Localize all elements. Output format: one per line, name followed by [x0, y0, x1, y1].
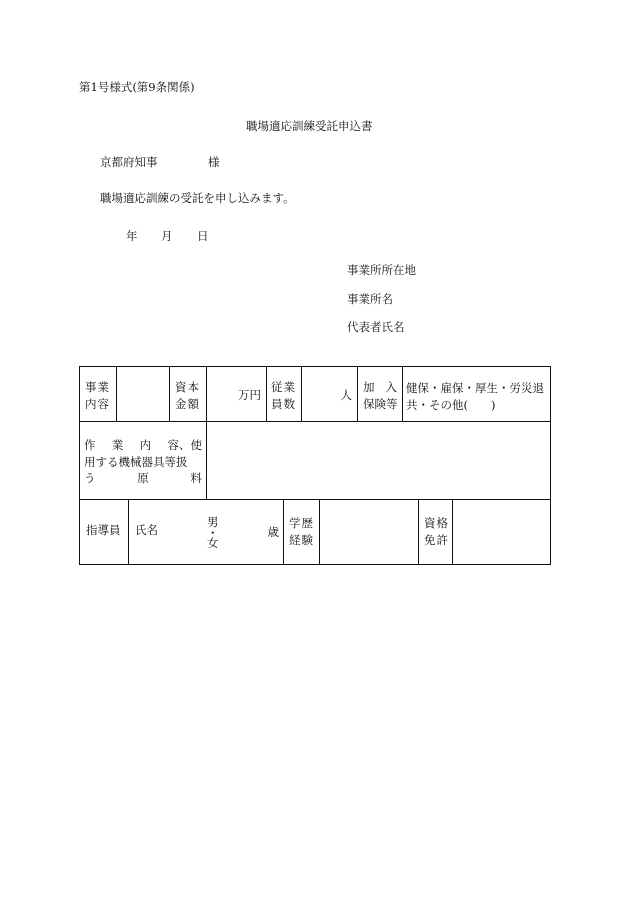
- education-label-line2: 経験: [289, 532, 314, 547]
- application-table: [79, 366, 551, 565]
- date-day-label: 日: [197, 229, 209, 243]
- business-content-label: [80, 367, 117, 421]
- work-label-c5: 用する機械器具等扱: [84, 454, 188, 469]
- representative-name-label: 代表者氏名: [347, 320, 405, 334]
- insurance-options-line1: 健保・雇保・厚生・労災退: [406, 381, 544, 395]
- work-label-c6: う: [84, 471, 96, 486]
- employees-field[interactable]: [302, 367, 358, 421]
- work-label-c8: 料: [190, 471, 202, 486]
- insurance-options-line2: 共・その他( ): [406, 398, 496, 413]
- sex-options[interactable]: [207, 516, 219, 549]
- insurance-options[interactable]: [403, 367, 550, 421]
- date-month-label: 月: [161, 229, 173, 243]
- employees-label-line1: 従業: [271, 380, 296, 394]
- capital-label-line2: 金額: [175, 396, 200, 411]
- date-year-label: 年: [126, 229, 138, 243]
- table-row-instructor: [80, 500, 550, 564]
- name-label: 氏名: [135, 523, 158, 537]
- work-label-c4: 容、使: [167, 438, 202, 452]
- work-label-c1: 作: [84, 438, 96, 452]
- instructor-label: [80, 500, 129, 564]
- sex-female: 女: [207, 535, 219, 550]
- work-label-line1: [84, 437, 202, 454]
- business-label-line1: 事業: [85, 380, 110, 394]
- employees-label: [267, 367, 302, 421]
- work-content-field[interactable]: [207, 422, 550, 499]
- document-title: 職場適応訓練受託申込書: [246, 119, 373, 133]
- license-field[interactable]: [453, 500, 550, 564]
- work-label-c7: 原: [137, 471, 149, 486]
- education-label: [284, 500, 320, 564]
- table-row-work: [80, 422, 550, 500]
- application-statement: 職場適応訓練の受託を申し込みます。: [100, 191, 295, 205]
- work-label-c2: 業: [111, 438, 124, 452]
- form-number: 第1号様式(第9条関係): [79, 80, 195, 94]
- education-field[interactable]: [320, 500, 419, 564]
- table-row-business: [80, 367, 550, 422]
- business-label-line2: 内容: [85, 396, 110, 411]
- capital-unit: 万円: [238, 388, 261, 402]
- office-name-label: 事業所名: [347, 292, 393, 306]
- employees-label-line2: 員数: [271, 396, 296, 411]
- business-content-field[interactable]: [117, 367, 170, 421]
- addressee-name: 京都府知事: [100, 155, 158, 169]
- sex-separator: ・: [207, 525, 219, 540]
- insurance-label-char2: 入: [385, 380, 397, 394]
- work-content-label: [80, 422, 207, 499]
- license-label-line1: 資格: [424, 516, 449, 530]
- instructor-label-text: 指導員: [86, 523, 121, 537]
- insurance-label-bottom: 保険等: [363, 396, 398, 411]
- work-label-c3: 内: [139, 438, 152, 452]
- license-label-line2: 免許: [424, 532, 449, 547]
- work-label-line3: [84, 470, 202, 487]
- capital-label-line1: 資本: [175, 380, 200, 394]
- education-label-line1: 学歴: [289, 516, 314, 530]
- capital-field[interactable]: [207, 367, 267, 421]
- addressee-honorific: 様: [208, 155, 220, 169]
- work-label-line2: [84, 454, 202, 471]
- employees-unit: 人: [340, 388, 352, 402]
- age-unit: 歳: [267, 525, 279, 539]
- insurance-label-char1: 加: [363, 380, 375, 394]
- license-label: [419, 500, 453, 564]
- insurance-label: [358, 367, 403, 421]
- sex-male: 男: [207, 515, 219, 529]
- office-location-label: 事業所所在地: [347, 263, 416, 277]
- instructor-name-field[interactable]: [129, 500, 284, 564]
- capital-label: [170, 367, 207, 421]
